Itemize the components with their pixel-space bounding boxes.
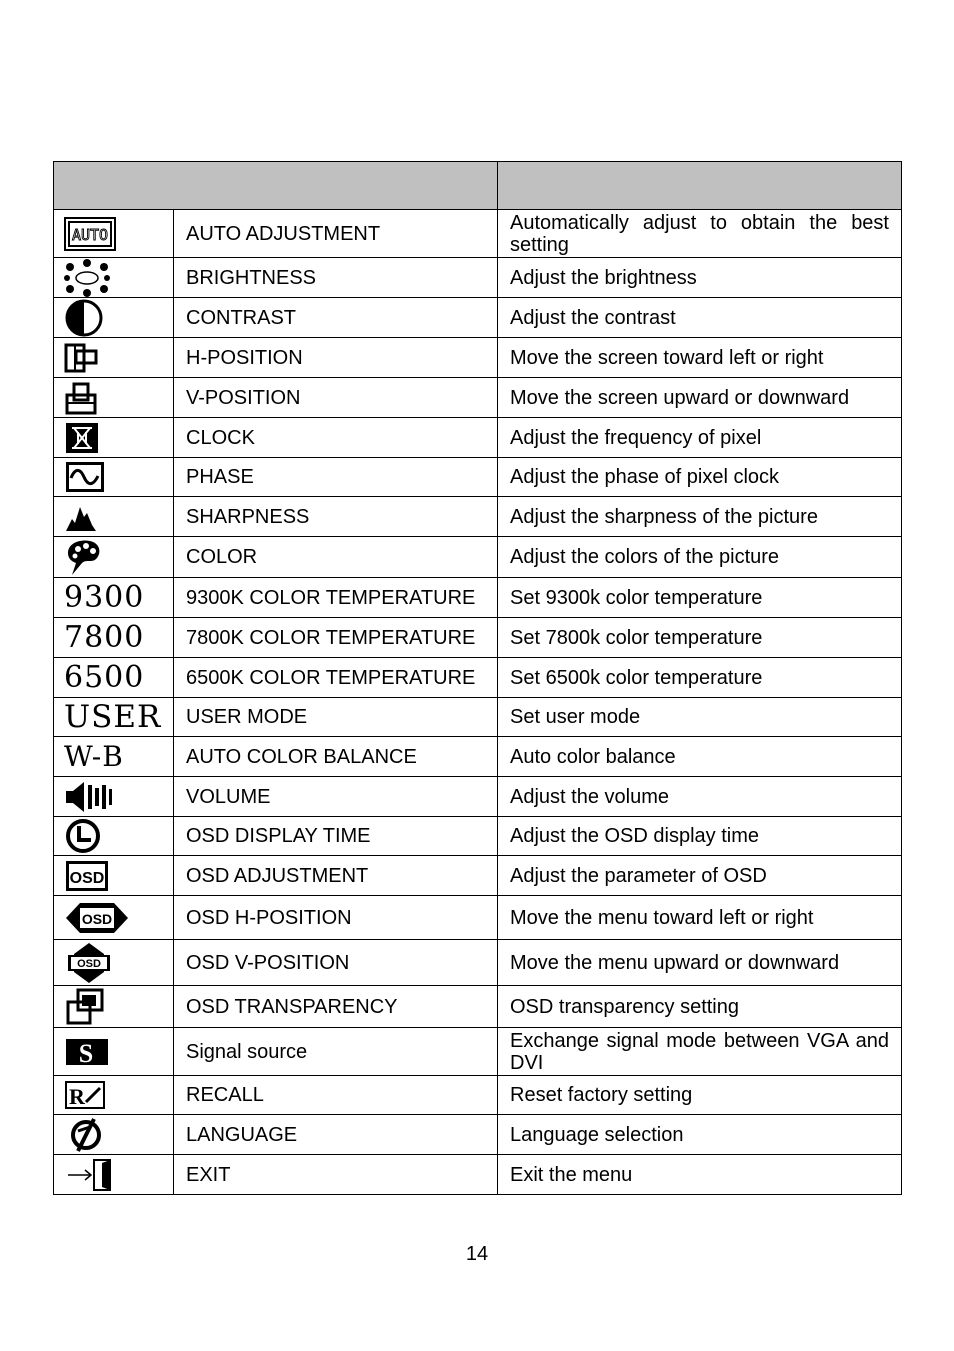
row-name: RECALL <box>174 1076 498 1115</box>
language-icon <box>54 1115 174 1155</box>
7800-icon <box>54 618 174 658</box>
row-description: Set user mode <box>498 698 902 737</box>
6500-icon-text: 6500 <box>64 659 145 695</box>
row-name: EXIT <box>174 1155 498 1195</box>
row-name: SHARPNESS <box>174 497 498 537</box>
row-name: 9300K COLOR TEMPERATURE <box>174 578 498 618</box>
table-row <box>54 258 902 298</box>
table-row <box>54 777 902 817</box>
row-description: Auto color balance <box>498 737 902 777</box>
v-position-icon <box>54 378 174 418</box>
row-name: H-POSITION <box>174 338 498 378</box>
table-row <box>54 1028 902 1076</box>
clock-icon <box>54 418 174 458</box>
osd-v-icon-text: OSD <box>77 957 101 970</box>
row-description: Adjust the OSD display time <box>498 817 902 856</box>
color-palette-icon <box>54 537 174 578</box>
table-row <box>54 458 902 497</box>
row-name: 7800K COLOR TEMPERATURE <box>174 618 498 658</box>
row-description: Adjust the phase of pixel clock <box>498 458 902 497</box>
table-row <box>54 210 902 258</box>
header-cell-description <box>498 162 902 210</box>
table-row <box>54 497 902 537</box>
table-row <box>54 418 902 458</box>
table-row <box>54 856 902 896</box>
sharpness-icon <box>54 497 174 537</box>
table-row <box>54 298 902 338</box>
recall-icon <box>54 1076 174 1115</box>
table-row <box>54 817 902 856</box>
row-description: Adjust the parameter of OSD <box>498 856 902 896</box>
auto-adjust-icon <box>54 210 174 258</box>
row-name: OSD TRANSPARENCY <box>174 986 498 1028</box>
row-description: Adjust the sharpness of the picture <box>498 497 902 537</box>
osd-icon-text: OSD <box>69 869 105 887</box>
row-description: Move the menu upward or downward <box>498 940 902 986</box>
row-description: Set 9300k color temperature <box>498 578 902 618</box>
signal-icon-text: S <box>78 1038 94 1067</box>
row-description: Exchange signal mode between VGA and DVI <box>498 1028 902 1076</box>
row-name: Signal source <box>174 1028 498 1076</box>
brightness-icon <box>54 258 174 298</box>
signal-source-icon <box>54 1028 174 1076</box>
row-description: Automatically adjust to obtain the best setting <box>498 210 902 258</box>
table-row <box>54 378 902 418</box>
user-icon-text: USER <box>64 699 162 735</box>
row-description: Adjust the volume <box>498 777 902 817</box>
table-row <box>54 698 902 737</box>
row-description: Language selection <box>498 1115 902 1155</box>
row-name: 6500K COLOR TEMPERATURE <box>174 658 498 698</box>
row-name: CLOCK <box>174 418 498 458</box>
phase-icon <box>54 458 174 497</box>
row-name: V-POSITION <box>174 378 498 418</box>
osd-function-table <box>53 161 902 1195</box>
row-name: LANGUAGE <box>174 1115 498 1155</box>
white-balance-icon-text: W-B <box>64 739 124 773</box>
table-row <box>54 338 902 378</box>
table-row <box>54 986 902 1028</box>
osd-icon <box>54 856 174 896</box>
user-icon <box>54 698 174 737</box>
h-position-icon <box>54 338 174 378</box>
row-description: Adjust the contrast <box>498 298 902 338</box>
9300-icon-text: 9300 <box>64 579 145 615</box>
volume-icon <box>54 777 174 817</box>
row-name: OSD V-POSITION <box>174 940 498 986</box>
row-name: AUTO ADJUSTMENT <box>174 210 498 258</box>
table-row <box>54 537 902 578</box>
row-name: OSD ADJUSTMENT <box>174 856 498 896</box>
table-row <box>54 1115 902 1155</box>
row-name: USER MODE <box>174 698 498 737</box>
row-description: Adjust the brightness <box>498 258 902 298</box>
6500-icon <box>54 658 174 698</box>
page-number: 14 <box>465 1243 489 1265</box>
auto-icon-text: AUTO <box>71 225 109 244</box>
table-row <box>54 578 902 618</box>
white-balance-icon <box>54 737 174 777</box>
row-description: OSD transparency setting <box>498 986 902 1028</box>
exit-door-icon <box>54 1155 174 1195</box>
table-row <box>54 1155 902 1195</box>
row-name: OSD H-POSITION <box>174 896 498 940</box>
row-name: AUTO COLOR BALANCE <box>174 737 498 777</box>
table-row <box>54 658 902 698</box>
contrast-icon <box>54 298 174 338</box>
7800-icon-text: 7800 <box>64 619 145 655</box>
osd-h-icon-text: OSD <box>81 910 113 927</box>
row-name: BRIGHTNESS <box>174 258 498 298</box>
table-row <box>54 1076 902 1115</box>
row-description: Move the screen toward left or right <box>498 338 902 378</box>
header-cell-function <box>54 162 498 210</box>
9300-icon <box>54 578 174 618</box>
row-description: Exit the menu <box>498 1155 902 1195</box>
row-description: Set 7800k color temperature <box>498 618 902 658</box>
table-row <box>54 896 902 940</box>
row-description: Adjust the colors of the picture <box>498 537 902 578</box>
table-row <box>54 737 902 777</box>
recall-icon-text: R <box>69 1084 85 1109</box>
row-description: Set 6500k color temperature <box>498 658 902 698</box>
row-name: CONTRAST <box>174 298 498 338</box>
osd-h-position-icon <box>54 896 174 940</box>
row-name: COLOR <box>174 537 498 578</box>
row-name: VOLUME <box>174 777 498 817</box>
row-description: Reset factory setting <box>498 1076 902 1115</box>
table-row <box>54 618 902 658</box>
row-description: Move the screen upward or downward <box>498 378 902 418</box>
osd-v-position-icon <box>54 940 174 986</box>
table-header-row <box>54 162 902 210</box>
osd-time-icon <box>54 817 174 856</box>
table-row <box>54 940 902 986</box>
row-name: PHASE <box>174 458 498 497</box>
osd-transparency-icon <box>54 986 174 1028</box>
row-name: OSD DISPLAY TIME <box>174 817 498 856</box>
row-description: Adjust the frequency of pixel <box>498 418 902 458</box>
row-description: Move the menu toward left or right <box>498 896 902 940</box>
